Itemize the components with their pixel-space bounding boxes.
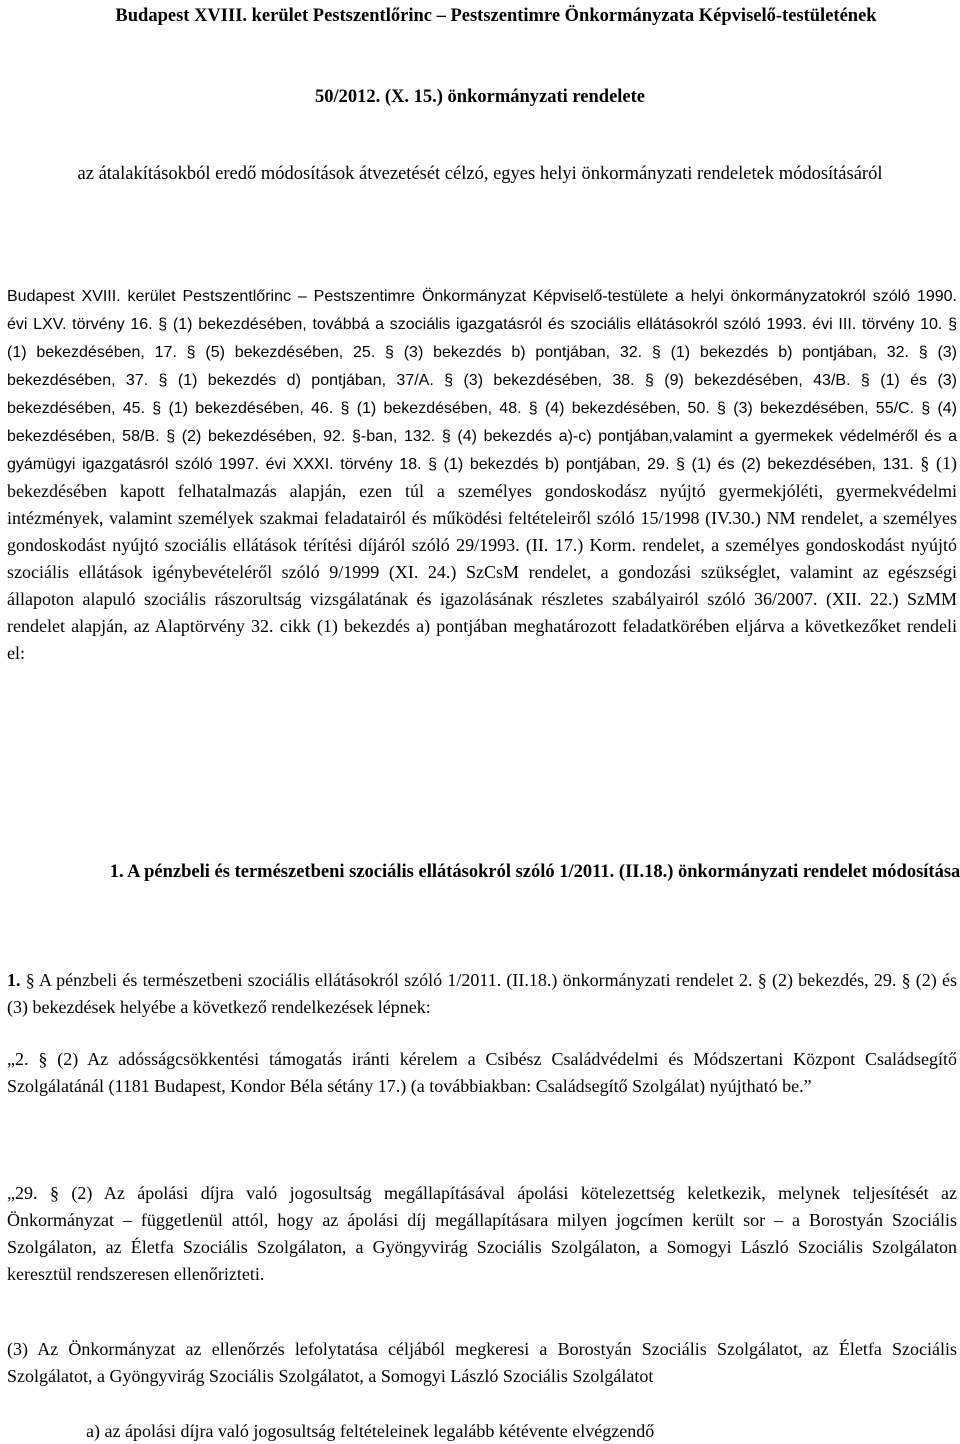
section-heading: 1. A pénzbeli és természetbeni szociális ellátásokról szóló 1/2011. (II.18.) önkormányzati rendelet módosítása <box>109 862 960 882</box>
preamble-authorization-text: § (1) bekezdésében kapott felhatalmazás alapján, ezen túl a személyes gondoskodász nyújtó gyermekjóléti, gyermekvédelmi intézmények, valamint személyek szakmai feladatairól és működési feltételeiről szóló 15/1998 (IV.30.) NM rendelet, a személyes gondoskodást nyújtó szociális ellátások térítési díjáról szóló 29/1993. (II. 17.) Korm. rendelet, a személyes gondoskodást nyújtó szociális ellátások igénybevételéről szóló 9/1999 (XI. 24.) SzCsM rendelet, a gondozási szükséglet, valamint az egészségi állapoton alapuló szociális rászorultság vizsgálatának és igazolásának részletes szabályairól szóló 36/2007. (XII. 22.) SzMM rendelet alapján, az Alaptörvény 32. cikk (1) bekezdés a) pontjában meghatározott feladatkörében eljárva a következőket rendeli el: <box>7 453 957 663</box>
council-header-title: Budapest XVIII. kerület Pestszentlőrinc – Pestszentimre Önkormányzata Képviselő-testületének <box>115 6 877 26</box>
ordinance-number: 50/2012. (X. 15.) önkormányzati rendelete <box>314 87 646 107</box>
paragraph-1-text: § A pénzbeli és természetbeni szociális ellátásokról szóló 1/2011. (II.18.) önkormányzati rendelet 2. § (2) bekezdés, 29. § (2) és (3) bekezdések helyébe a következő rendelkezések lépnek: <box>7 970 957 1017</box>
preamble-legal-basis-text: Budapest XVIII. kerület Pestszentlőrinc – Pestszentimre Önkormányzat Képviselő-testülete a helyi önkormányzatokról szóló 1990. évi LXV. törvény 16. § (1) bekezdésében, továbbá a szociális igazgatásról és szociális ellátásokról szóló 1993. évi III. törvény 10. § (1) bekezdésében, 17. § (5) bekezdésében, 25. § (3) bekezdés b) pontjában, 32. § (1) bekezdés b) pontjában, 32. § (3) bekezdésében, 37. § (1) bekezdés d) pontjában, 37/A. § (3) bekezdésében, 38. § (9) bekezdésében, 43/B. § (1) és (3) bekezdésében, 45. § (1) bekezdésében, 46. § (1) bekezdésében, 48. § (4) bekezdésében, 50. § (3) bekezdésében, 55/C. § (4) bekezdésében, 58/B. § (2) bekezdésében, 92. §-ban, 132. § (4) bekezdés a)-c) pontjában,valamint a gyermekek védelméről és a gyámügyi igazgatásról szóló 1997. évi XXXI. törvény 18. § (1) bekezdés b) pontjában, 29. § (1) és (2) bekezdésében, 131. <box>7 288 957 473</box>
preamble-paragraph <box>7 282 957 667</box>
paragraph-29-3: (3) Az Önkormányzat az ellenőrzés lefolytatása céljából megkeresi a Borostyán Szociális Szolgálatot, az Életfa Szociális Szolgálatot, a Gyöngyvirág Szociális Szolgálatot, a Somogyi László Szociális Szolgálatot <box>7 1339 957 1386</box>
paragraph-1-number: 1. <box>7 970 21 990</box>
list-item-a: a) az ápolási díjra való jogosultság feltételeinek legalább kétévente elvégzendő <box>86 1421 655 1441</box>
quoted-provision-29-2: „29. § (2) Az ápolási díjra való jogosultság megállapításával ápolási kötelezettség keletkezik, melynek teljesítését az Önkormányzat – függetlenül attól, hogy az ápolási díj megállapításara milyen jogcímen került sor – a Borostyán Szociális Szolgálaton, az Életfa Szociális Szolgálaton, a Gyöngyvirág Szociális Szolgálaton, a Somogyi László Szociális Szolgálaton keresztül rendszeresen ellenőrizteti. <box>7 1183 957 1284</box>
paragraph-1 <box>7 967 957 1021</box>
quoted-provision-2-2: „2. § (2) Az adósságcsökkentési támogatás iránti kérelem a Csibész Családvédelmi és Módszertani Központ Családsegítő Szolgálatánál (1181 Budapest, Kondor Béla sétány 17.) (a továbbiakban: Családsegítő Szolgálat) nyújtható be.” <box>7 1049 957 1096</box>
ordinance-subject: az átalakításokból eredő módosítások átvezetését célzó, egyes helyi önkormányzati rendeletek módosításáról <box>77 164 883 184</box>
